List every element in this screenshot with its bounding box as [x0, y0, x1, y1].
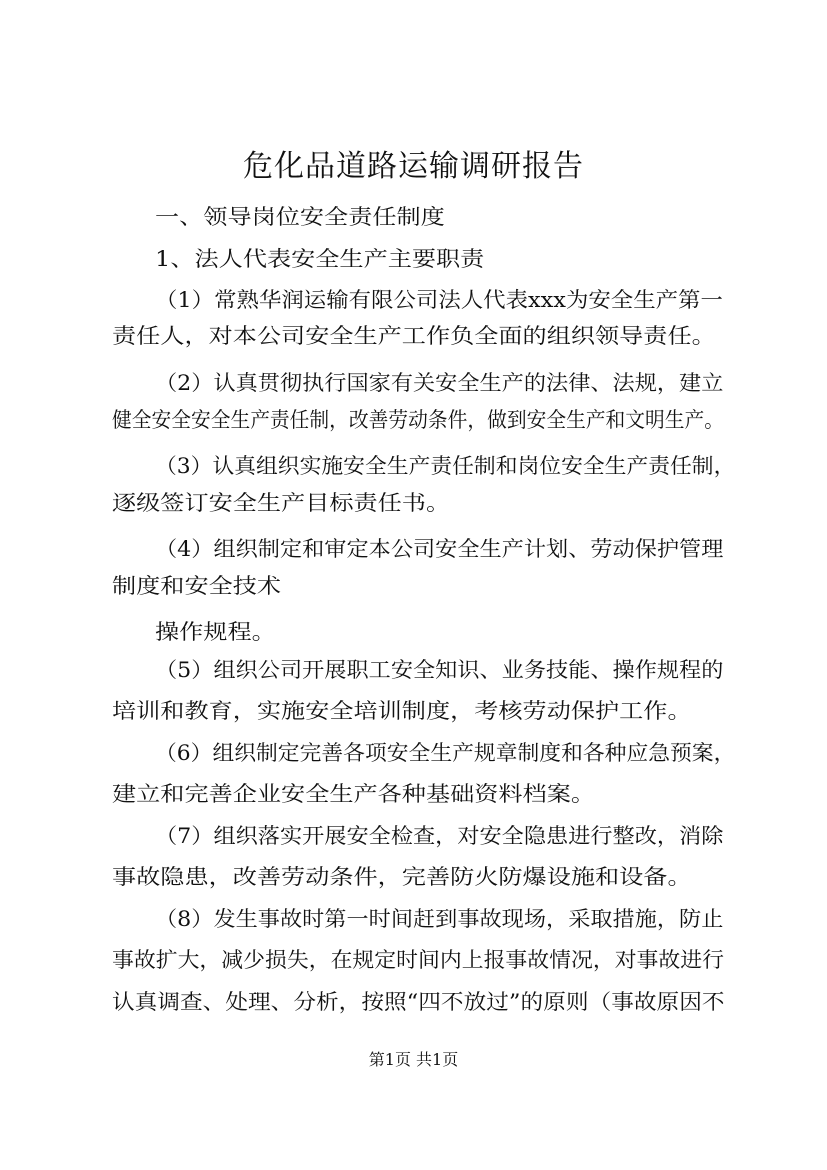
paragraph-line: 逐级签订安全生产目标责任书。	[112, 491, 451, 515]
paragraph-line: （4）组织制定和审定本公司安全生产计划、劳动保护管理	[155, 537, 724, 561]
paragraph-line: （8）发生事故时第一时间赶到事故现场，采取措施，防止	[155, 907, 724, 931]
paragraph-line: 事故隐患，改善劳动条件，完善防火防爆设施和设备。	[112, 865, 692, 889]
paragraph-line: 责任人，对本公司安全生产工作负全面的组织领导责任。	[112, 324, 716, 348]
section-heading: 一、领导岗位安全责任制度	[155, 205, 445, 229]
paragraph-line: （7）组织落实开展安全检查，对安全隐患进行整改，消除	[155, 824, 724, 848]
paragraph-line: （5）组织公司开展职工安全知识、业务技能、操作规程的	[155, 658, 724, 682]
paragraph-line: （6）组织制定完善各项安全生产规章制度和各种应急预案，	[155, 741, 736, 765]
paragraph-line: 制度和安全技术	[112, 574, 282, 598]
page-indicator: 第1页 共1页	[368, 1050, 459, 1069]
paragraph-line: 事故扩大，减少损失，在规定时间内上报事故情况，对事故进行	[112, 948, 724, 972]
paragraph-line: 认真调查、处理、分析，按照“四不放过”的原则（事故原因不	[112, 990, 725, 1014]
paragraph-line: 操作规程。	[155, 620, 276, 644]
paragraph-line: 健全安全安全生产责任制，改善劳动条件，做到安全生产和文明生产。	[112, 408, 725, 432]
subsection-heading: 1、法人代表安全生产主要职责	[155, 247, 485, 271]
paragraph-line: 培训和教育，实施安全培训制度，考核劳动保护工作。	[112, 699, 692, 723]
paragraph-line: （3）认真组织实施安全生产责任制和岗位安全生产责任制，	[155, 454, 736, 478]
paragraph-line: 建立和完善企业安全生产各种基础资料档案。	[112, 782, 595, 806]
paragraph-line: （1）常熟华润运输有限公司法人代表xxx为安全生产第一	[155, 288, 723, 312]
paragraph-line: （2）认真贯彻执行国家有关安全生产的法律、法规，建立	[155, 371, 724, 395]
page-title: 危化品道路运输调研报告	[243, 149, 584, 184]
